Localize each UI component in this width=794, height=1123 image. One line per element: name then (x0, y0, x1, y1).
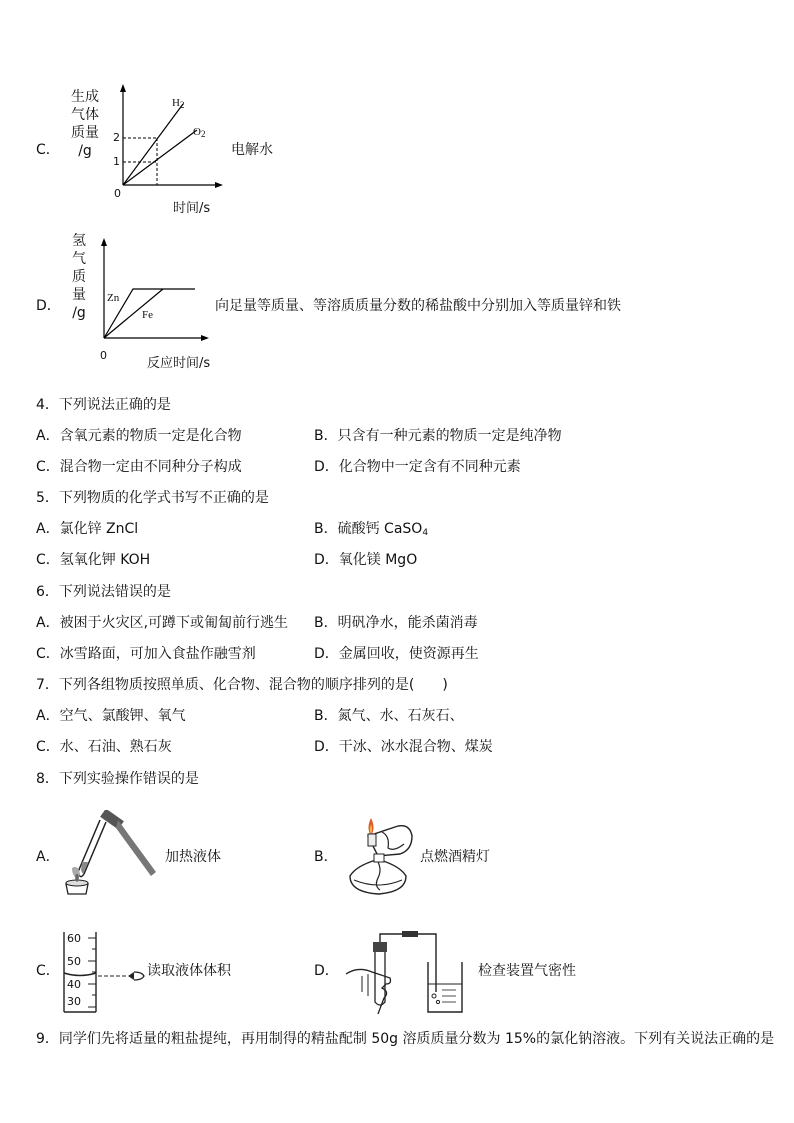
h2-label: $H_2$ (172, 97, 185, 110)
ytick-1: 1 (113, 155, 120, 168)
q4-option-b: B．只含有一种元素的物质一定是纯净物 (314, 428, 562, 444)
ytick-2: 2 (113, 131, 120, 144)
q6-option-b: B．明矾净水，能杀菌消毒 (314, 615, 478, 631)
q5-option-c: C．氢氧化钾 KOH (36, 552, 151, 568)
q7-stem: 7．下列各组物质按照单质、化合物、混合物的顺序排列的是( ) (36, 677, 448, 693)
option-d-origin: 0 (100, 349, 107, 362)
q4-stem: 4．下列说法正确的是 (36, 397, 171, 413)
option-d-y-axis-label: 氢 气 质 量 /g (72, 233, 86, 321)
q9-stem: 9．同学们先将适量的粗盐提纯，再用制得的精盐配制 50g 溶质质量分数为 15%的氯化钠溶液。下列有关说法正确的是 (36, 1031, 775, 1047)
q5-stem: 5．下列物质的化学式书写不正确的是 (36, 490, 269, 506)
q6-option-d: D．金属回收，使资源再生 (314, 646, 479, 662)
option-c-x-axis-label: 时间/s (173, 201, 211, 216)
q5-option-b: B．硫酸钙 CaSO$_4$ (314, 521, 429, 538)
h2-line (123, 104, 183, 185)
o2-label: $O_2$ (193, 126, 206, 139)
q8-b-caption: 点燃酒精灯 (420, 849, 490, 865)
q8-c-caption: 读取液体体积 (147, 963, 231, 979)
q7-option-a: A．空气、氯酸钾、氧气 (36, 708, 186, 724)
option-c-caption: 电解水 (231, 142, 273, 158)
cylinder-tick-50: 50 (67, 955, 81, 968)
origin-label: 0 (114, 187, 121, 200)
q5-option-d: D．氧化镁 MgO (314, 552, 418, 568)
option-c-y-axis-label: 生成 气体 质量 /g (71, 89, 99, 159)
q6-stem: 6．下列说法错误的是 (36, 584, 171, 600)
option-c-letter: C． (36, 142, 60, 158)
q6-option-a: A．被困于火灾区,可蹲下或匍匐前行逃生 (36, 615, 289, 631)
q5-option-a: A．氯化锌 ZnCl (36, 521, 139, 537)
cylinder-tick-60: 60 (67, 932, 81, 945)
q8-stem: 8．下列实验操作错误的是 (36, 771, 199, 787)
q4-option-c: C．混合物一定由不同种分子构成 (36, 459, 242, 475)
q4-option-a: A．含氧元素的物质一定是化合物 (36, 428, 242, 444)
heating-liquid-illustration (58, 810, 158, 895)
q7-option-b: B．氮气、水、石灰石、 (314, 708, 464, 724)
q7-option-d: D．干冰、冰水混合物、煤炭 (314, 739, 493, 755)
cylinder-tick-30: 30 (67, 995, 81, 1008)
q8-b-letter: B． (314, 849, 338, 865)
option-d-caption: 向足量等质量、等溶质质量分数的稀盐酸中分别加入等质量锌和铁 (215, 298, 621, 314)
option-c-graph (105, 82, 230, 194)
q8-d-letter: D． (314, 963, 339, 979)
q8-a-caption: 加热液体 (165, 849, 221, 865)
zn-label: Zn (107, 292, 120, 304)
option-d-letter: D． (36, 298, 61, 314)
q6-option-c: C．冰雪路面，可加入食盐作融雪剂 (36, 646, 256, 662)
q7-option-c: C．水、石油、熟石灰 (36, 739, 172, 755)
q4-option-d: D．化合物中一定含有不同种元素 (314, 459, 521, 475)
cylinder-tick-40: 40 (67, 978, 81, 991)
air-tightness-check-illustration (342, 922, 468, 1018)
q8-c-letter: C． (36, 963, 60, 979)
q8-a-letter: A． (36, 849, 60, 865)
fe-label: Fe (142, 309, 153, 321)
q8-d-caption: 检查装置气密性 (478, 963, 576, 979)
option-d-x-axis-label: 反应时间/s (147, 356, 211, 371)
lighting-alcohol-lamp-illustration (338, 810, 420, 900)
